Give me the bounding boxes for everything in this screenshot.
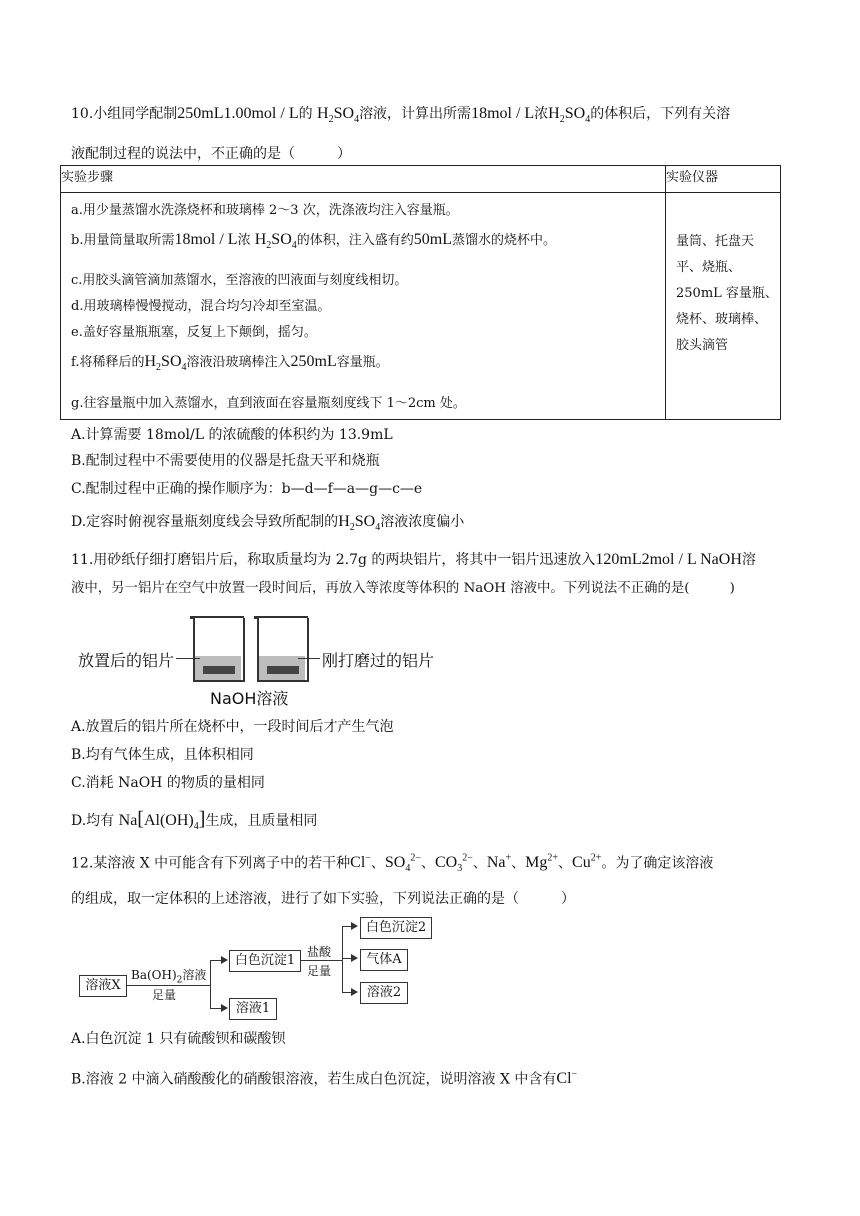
q10-option-d: D.定容时俯视容量瓶刻度线会导致所配制的$H_2SO_4$溶液浓度偏小: [71, 513, 465, 534]
q12-option-b: B.溶液 2 中滴入硝酸酸化的硝酸银溶液，若生成白色沉淀，说明溶液 X 中含有Cl−: [71, 1069, 578, 1088]
q11-stem-line2: 液中，另一铝片在空气中放置一段时间后，再放入等浓度等体积的 NaOH 溶液中。下列说法不正确的是( ): [71, 581, 735, 596]
step-b: b.用量筒量取所需18mol / L浓 $H_2SO_4$的体积，注入盛有约50mL蒸馏水的烧杯中。: [71, 231, 556, 252]
box-solution-2: 溶液2: [360, 982, 408, 1004]
step-a: a.用少量蒸馏水洗涤烧杯和玻璃棒 2～3 次，洗涤液均注入容量瓶。: [71, 203, 459, 218]
box-solution-1: 溶液1: [229, 998, 277, 1020]
formula-h2so4: $H_2SO_4$: [548, 105, 591, 126]
table-steps-cell: [61, 193, 666, 420]
q10-option-a: A.计算需要 18mol/L 的浓硫酸的体积约为 13.9mL: [71, 427, 393, 443]
q10-stem-line1: 10.小组同学配制250mL1.00mol / L的 $H_2SO_4$溶液，计算出所需18mol / L浓$H_2SO_4$的体积后，下列有关溶: [71, 105, 731, 126]
table-header-steps: 实验步骤: [61, 166, 666, 193]
table-header-instruments: 实验仪器: [666, 166, 781, 193]
q11-option-c: C.消耗 NaOH 的物质的量相同: [71, 775, 265, 791]
q11-option-a: A.放置后的铝片所在烧杯中，一段时间后才产生气泡: [71, 719, 394, 735]
box-solution-x: 溶液X: [79, 975, 127, 997]
q11-option-b: B.均有气体生成，且体积相同: [71, 747, 254, 763]
q11-option-d: D.均有 $Na[Al(OH)_4]$生成，且质量相同: [71, 808, 318, 833]
reagent-excess-2: 足量: [307, 964, 332, 978]
q12-stem-line1: 12.某溶液 X 中可能含有下列离子中的若干种Cl−、$SO_4^{2-}$、$CO_3^{2-}$、Na+、$Mg^{2+}$、$Cu^{2+}$。为了确定该溶液: [71, 853, 714, 875]
label-left-foil: 放置后的铝片: [78, 651, 175, 670]
box-white-precipitate-2: 白色沉淀2: [360, 917, 432, 939]
box-gas-a: 气体A: [360, 949, 408, 971]
q10-stem-line2: 液配制过程的说法中，不正确的是（ ）: [71, 146, 351, 162]
step-g: g.往容量瓶中加入蒸馏水，直到液面在容量瓶刻度线下 1～2cm 处。: [71, 396, 466, 411]
label-right-foil: 刚打磨过的铝片: [322, 651, 435, 670]
q11-stem-line1: 11.用砂纸仔细打磨铝片后，称取质量均为 2.7g 的两块铝片，将其中一铝片迅速放入120mL2mol / L NaOH溶: [71, 551, 756, 568]
label-naoh-solution: NaOH溶液: [210, 689, 289, 708]
experiment-table: [60, 165, 781, 420]
reagent-excess-1: 足量: [152, 988, 177, 1002]
q10-option-c: C.配制过程中正确的操作顺序为：b—d—f—a—g—c—e: [71, 481, 423, 497]
q12-stem-line2: 的组成，取一定体积的上述溶液，进行了如下实验，下列说法正确的是（ ）: [71, 891, 575, 907]
formula-h2so4: $H_2SO_4$: [317, 105, 360, 126]
step-f: f.将稀释后的$H_2SO_4$溶液沿玻璃棒注入250mL容量瓶。: [71, 353, 389, 374]
q10-option-b: B.配制过程中不需要使用的仪器是托盘天平和烧瓶: [71, 453, 380, 469]
q12-option-a: A.白色沉淀 1 只有硫酸钡和碳酸钡: [71, 1031, 286, 1047]
step-e: e.盖好容量瓶瓶塞，反复上下颠倒，摇匀。: [71, 325, 317, 340]
reagent-hcl: 盐酸: [307, 945, 332, 959]
table-instruments-cell: 量筒、托盘天 平、烧瓶、 250mL 容量瓶、 烧杯、玻璃棒、 胶头滴管: [666, 193, 781, 420]
step-d: d.用玻璃棒慢慢搅动，混合均匀冷却至室温。: [71, 299, 331, 314]
reagent-baoh2: $Ba(OH)_2$溶液: [131, 968, 207, 986]
step-c: c.用胶头滴管滴加蒸馏水，至溶液的凹液面与刻度线相切。: [71, 273, 408, 288]
box-white-precipitate-1: 白色沉淀1: [229, 950, 301, 972]
